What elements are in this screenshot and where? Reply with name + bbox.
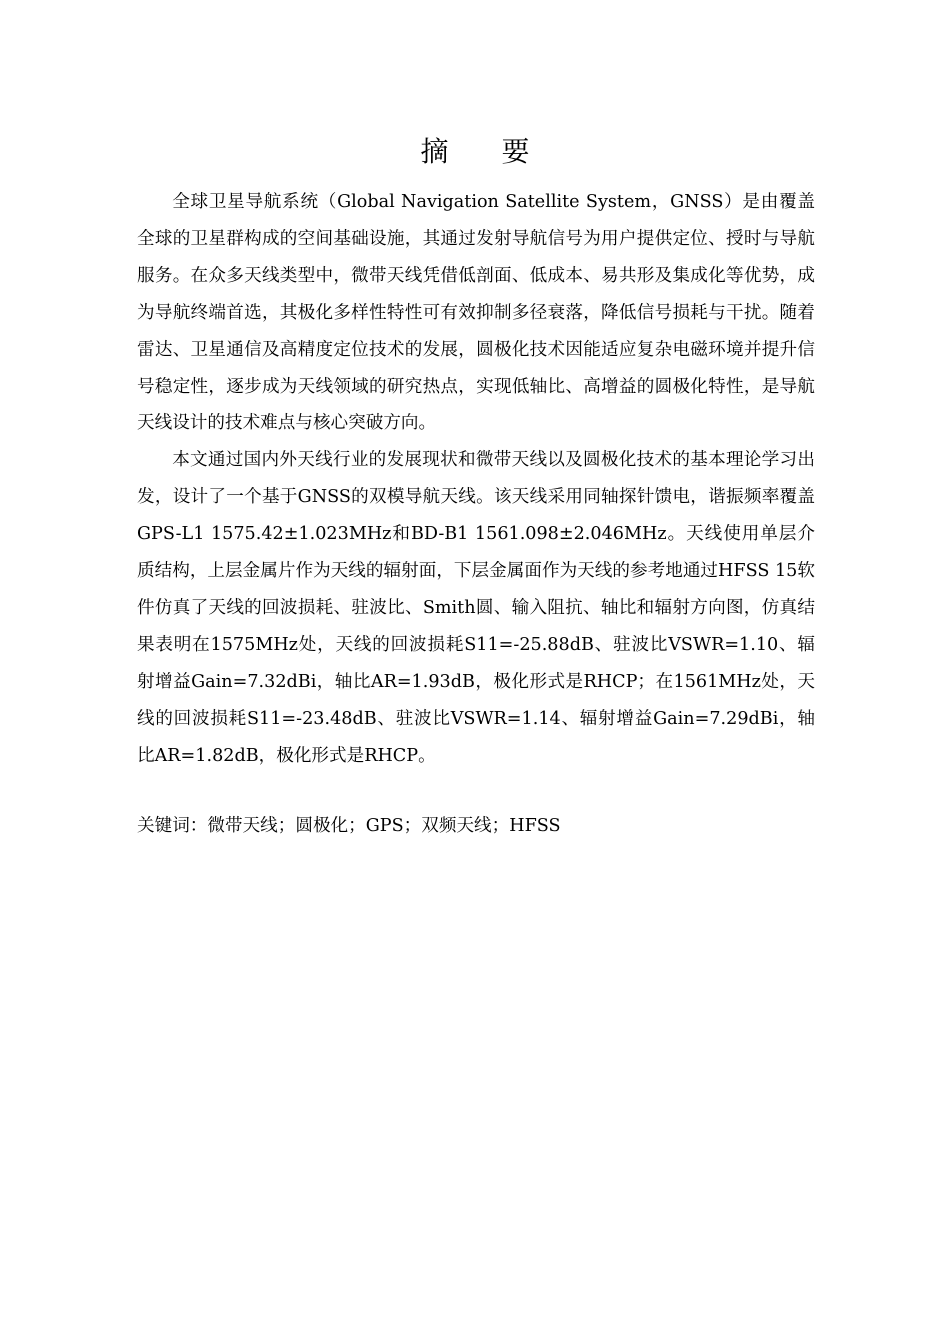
keywords-label: 关键词： [137, 816, 208, 836]
keywords-line [137, 808, 815, 844]
page-title: 摘 要 [420, 135, 552, 168]
abstract-paragraph-1: 全球卫星导航系统（Global Navigation Satellite System，GNSS）是由覆盖全球的卫星群构成的空间基础设施，其通过发射导航信号为用户提供定位、授时与导航服务。在众多天线类型中，微带天线凭借低剖面、低成本、易共形及集成化等优势，成为导航终端首选，其极化多样性特性可有效抑制多径衰落，降低信号损耗与干扰。随着雷达、卫星通信及高精度定位技术的发展，圆极化技术因能适应复杂电磁环境并提升信号稳定性，逐步成为天线领域的研究热点，实现低轴比、高增益的圆极化特性，是导航天线设计的技术难点与核心突破方向。 [137, 192, 815, 434]
abstract-body [137, 184, 815, 775]
abstract-paragraph-2: 本文通过国内外天线行业的发展现状和微带天线以及圆极化技术的基本理论学习出发，设计了一个基于GNSS的双模导航天线。该天线采用同轴探针馈电，谐振频率覆盖GPS-L1 1575.42±1.023MHz和BD-B1 1561.098±2.046MHz。天线使用单层介质结构，上层金属片作为天线的辐射面，下层金属面作为天线的参考地通过HFSS 15软件仿真了天线的回波损耗、驻波比、Smith圆、输入阻抗、轴比和辐射方向图，仿真结果表明在1575MHz处，天线的回波损耗S11=-25.88dB、驻波比VSWR=1.10、辐射增益Gain=7.32dBi，轴比AR=1.93dB，极化形式是RHCP；在1561MHz处，天线的回波损耗S11=-23.48dB、驻波比VSWR=1.14、辐射增益Gain=7.29dBi，轴比AR=1.82dB，极化形式是RHCP。 [137, 450, 815, 766]
keywords-text: 微带天线；圆极化；GPS；双频天线；HFSS [207, 816, 561, 836]
